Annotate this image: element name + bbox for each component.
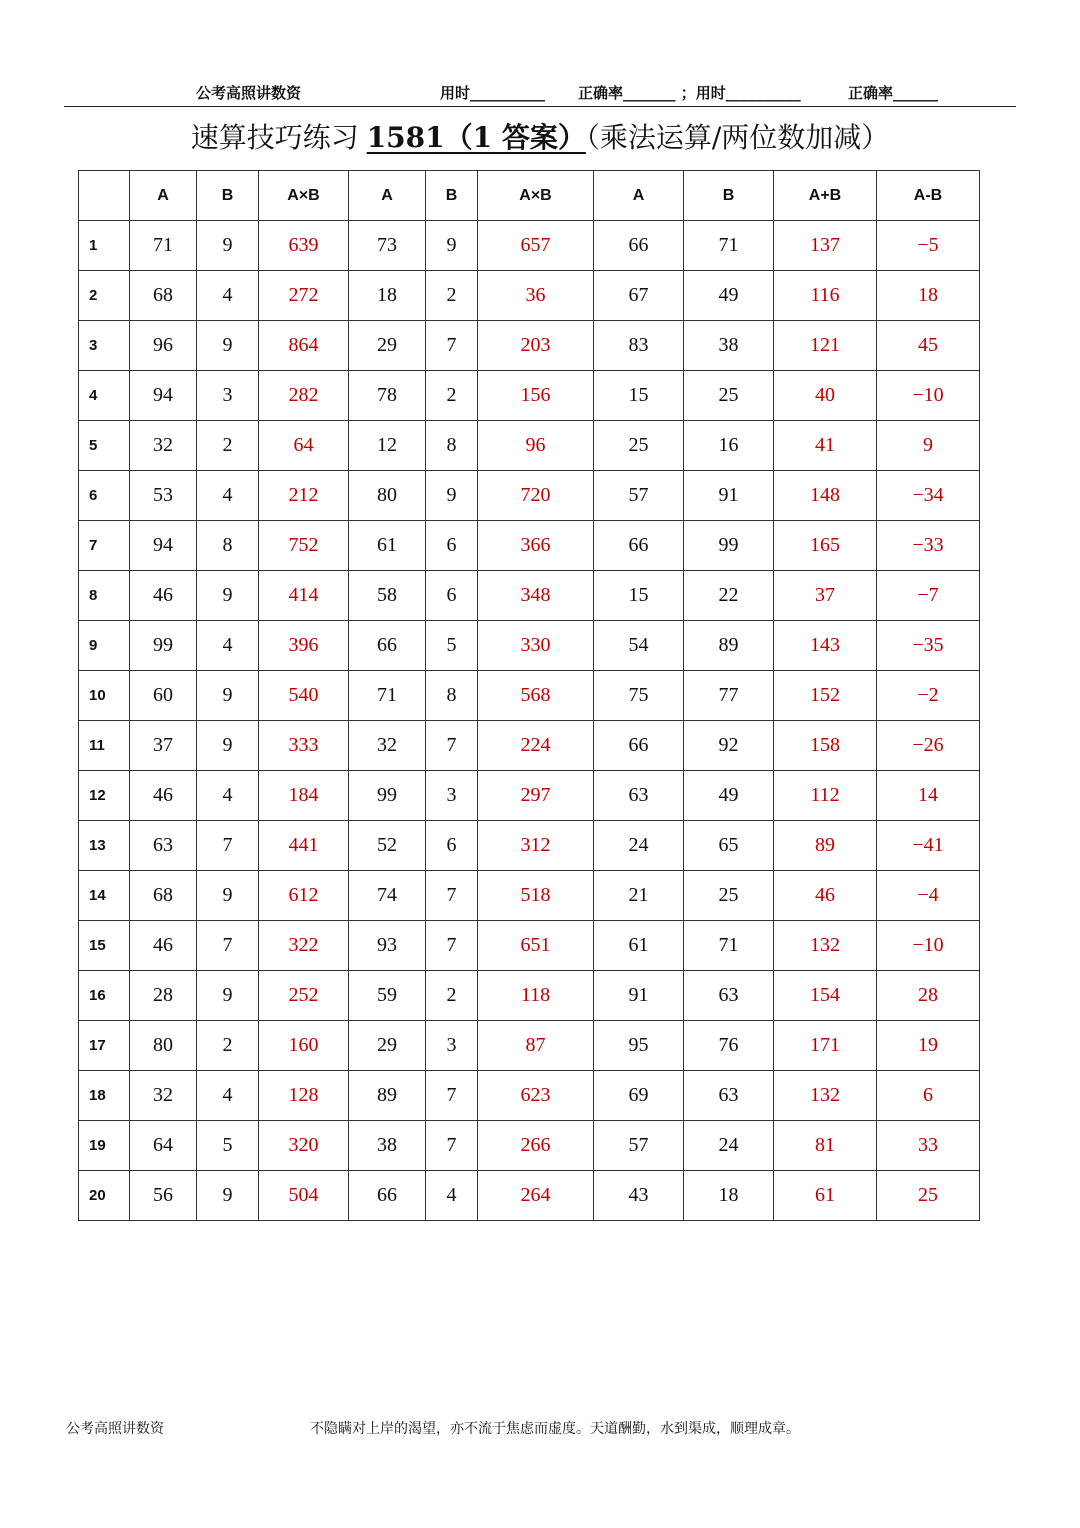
answer-cell: 366 <box>478 521 594 571</box>
operand-cell: 37 <box>130 721 197 771</box>
operand-cell: 89 <box>349 1071 426 1121</box>
operand-cell: 69 <box>594 1071 684 1121</box>
answer-cell: −4 <box>877 871 980 921</box>
table-row <box>79 721 980 771</box>
table-row <box>79 521 980 571</box>
row-number: 19 <box>79 1121 130 1171</box>
answer-cell: 156 <box>478 371 594 421</box>
operand-cell: 7 <box>426 871 478 921</box>
answer-cell: 121 <box>774 321 877 371</box>
operand-cell: 5 <box>426 621 478 671</box>
operand-cell: 66 <box>349 1171 426 1221</box>
operand-cell: 74 <box>349 871 426 921</box>
answer-cell: 297 <box>478 771 594 821</box>
answer-cell: 330 <box>478 621 594 671</box>
operand-cell: 43 <box>594 1171 684 1221</box>
answer-cell: 6 <box>877 1071 980 1121</box>
answer-cell: 36 <box>478 271 594 321</box>
operand-cell: 9 <box>197 221 259 271</box>
answer-cell: 41 <box>774 421 877 471</box>
operand-cell: 24 <box>684 1121 774 1171</box>
operand-cell: 7 <box>426 1071 478 1121</box>
table-row <box>79 371 980 421</box>
operand-cell: 8 <box>426 671 478 721</box>
row-number: 6 <box>79 471 130 521</box>
answer-cell: −10 <box>877 371 980 421</box>
answer-cell: 64 <box>259 421 349 471</box>
operand-cell: 8 <box>197 521 259 571</box>
operand-cell: 15 <box>594 371 684 421</box>
operand-cell: 25 <box>684 871 774 921</box>
answer-cell: 252 <box>259 971 349 1021</box>
operand-cell: 6 <box>426 521 478 571</box>
operand-cell: 71 <box>349 671 426 721</box>
answer-cell: 37 <box>774 571 877 621</box>
operand-cell: 29 <box>349 1021 426 1071</box>
operand-cell: 46 <box>130 571 197 621</box>
answer-cell: 184 <box>259 771 349 821</box>
operand-cell: 63 <box>684 971 774 1021</box>
operand-cell: 60 <box>130 671 197 721</box>
operand-cell: 32 <box>130 1071 197 1121</box>
table-row <box>79 1121 980 1171</box>
answer-cell: 45 <box>877 321 980 371</box>
table-row <box>79 471 980 521</box>
operand-cell: 16 <box>684 421 774 471</box>
table-row <box>79 1071 980 1121</box>
title-sub: （乘法运算/两位数加减） <box>585 121 890 154</box>
row-number: 20 <box>79 1171 130 1221</box>
operand-cell: 2 <box>426 371 478 421</box>
operand-cell: 53 <box>130 471 197 521</box>
answer-cell: 203 <box>478 321 594 371</box>
answer-cell: 81 <box>774 1121 877 1171</box>
operand-cell: 59 <box>349 971 426 1021</box>
operand-cell: 7 <box>426 321 478 371</box>
operand-cell: 66 <box>349 621 426 671</box>
row-number: 14 <box>79 871 130 921</box>
operand-cell: 63 <box>684 1071 774 1121</box>
operand-cell: 49 <box>684 271 774 321</box>
operand-cell: 66 <box>594 721 684 771</box>
column-header: A <box>349 171 426 221</box>
operand-cell: 4 <box>197 271 259 321</box>
operand-cell: 68 <box>130 271 197 321</box>
row-number: 11 <box>79 721 130 771</box>
operand-cell: 57 <box>594 1121 684 1171</box>
header-accuracy-field: 正确率______ <box>848 84 939 102</box>
column-header: A×B <box>478 171 594 221</box>
answer-cell: 212 <box>259 471 349 521</box>
operand-cell: 25 <box>594 421 684 471</box>
table-row <box>79 621 980 671</box>
header-source: 公考高照讲数资 <box>196 84 302 102</box>
answer-cell: 657 <box>478 221 594 271</box>
operand-cell: 99 <box>349 771 426 821</box>
operand-cell: 91 <box>684 471 774 521</box>
answer-cell: 160 <box>259 1021 349 1071</box>
operand-cell: 29 <box>349 321 426 371</box>
answer-cell: 18 <box>877 271 980 321</box>
operand-cell: 9 <box>197 871 259 921</box>
operand-cell: 4 <box>197 471 259 521</box>
table-row <box>79 671 980 721</box>
operand-cell: 71 <box>684 221 774 271</box>
row-number: 3 <box>79 321 130 371</box>
operand-cell: 3 <box>197 371 259 421</box>
answer-cell: 132 <box>774 921 877 971</box>
operand-cell: 4 <box>197 621 259 671</box>
answer-cell: 165 <box>774 521 877 571</box>
operand-cell: 4 <box>197 771 259 821</box>
operand-cell: 66 <box>594 221 684 271</box>
operand-cell: 58 <box>349 571 426 621</box>
operand-cell: 9 <box>197 721 259 771</box>
row-number: 1 <box>79 221 130 271</box>
answer-cell: 312 <box>478 821 594 871</box>
operand-cell: 91 <box>594 971 684 1021</box>
answer-cell: 272 <box>259 271 349 321</box>
column-header: A×B <box>259 171 349 221</box>
table-row <box>79 921 980 971</box>
operand-cell: 4 <box>197 1071 259 1121</box>
operand-cell: 21 <box>594 871 684 921</box>
answer-cell: 19 <box>877 1021 980 1071</box>
operand-cell: 71 <box>130 221 197 271</box>
operand-cell: 7 <box>197 821 259 871</box>
column-header: A <box>130 171 197 221</box>
column-header: B <box>684 171 774 221</box>
answer-cell: −34 <box>877 471 980 521</box>
operand-cell: 80 <box>130 1021 197 1071</box>
row-number: 10 <box>79 671 130 721</box>
answer-cell: 116 <box>774 271 877 321</box>
operand-cell: 68 <box>130 871 197 921</box>
operand-cell: 99 <box>130 621 197 671</box>
operand-cell: 38 <box>349 1121 426 1171</box>
operand-cell: 94 <box>130 521 197 571</box>
row-number: 8 <box>79 571 130 621</box>
table-row <box>79 871 980 921</box>
operand-cell: 2 <box>426 971 478 1021</box>
operand-cell: 24 <box>594 821 684 871</box>
answer-cell: −7 <box>877 571 980 621</box>
answer-cell: 148 <box>774 471 877 521</box>
operand-cell: 3 <box>426 1021 478 1071</box>
operand-cell: 92 <box>684 721 774 771</box>
answer-cell: 25 <box>877 1171 980 1221</box>
answer-cell: 568 <box>478 671 594 721</box>
answer-cell: 87 <box>478 1021 594 1071</box>
operand-cell: 71 <box>684 921 774 971</box>
operand-cell: 6 <box>426 571 478 621</box>
answer-cell: 118 <box>478 971 594 1021</box>
answer-cell: 282 <box>259 371 349 421</box>
column-header: A+B <box>774 171 877 221</box>
table-row <box>79 271 980 321</box>
operand-cell: 78 <box>349 371 426 421</box>
row-number: 18 <box>79 1071 130 1121</box>
answer-cell: −33 <box>877 521 980 571</box>
title-code: 1581（1 答案） <box>366 121 586 154</box>
header-accuracy-time-field: 正确率_______ ；用时__________ <box>578 84 801 102</box>
operand-cell: 8 <box>426 421 478 471</box>
row-number: 7 <box>79 521 130 571</box>
table-row <box>79 971 980 1021</box>
column-header: B <box>197 171 259 221</box>
operand-cell: 9 <box>426 221 478 271</box>
table-row <box>79 1021 980 1071</box>
header-time-field: 用时__________ <box>440 84 546 102</box>
table-row <box>79 321 980 371</box>
answer-cell: 414 <box>259 571 349 621</box>
operand-cell: 12 <box>349 421 426 471</box>
answer-cell: 132 <box>774 1071 877 1121</box>
table-row <box>79 571 980 621</box>
answer-cell: 33 <box>877 1121 980 1171</box>
column-header: B <box>426 171 478 221</box>
table-row <box>79 821 980 871</box>
operand-cell: 96 <box>130 321 197 371</box>
title-main: 速算技巧练习 <box>190 121 359 154</box>
operand-cell: 6 <box>426 821 478 871</box>
operand-cell: 28 <box>130 971 197 1021</box>
answer-cell: 441 <box>259 821 349 871</box>
answer-cell: 143 <box>774 621 877 671</box>
operand-cell: 64 <box>130 1121 197 1171</box>
column-header: A-B <box>877 171 980 221</box>
operand-cell: 2 <box>197 421 259 471</box>
answer-cell: 264 <box>478 1171 594 1221</box>
answer-cell: 322 <box>259 921 349 971</box>
operand-cell: 9 <box>197 571 259 621</box>
answer-cell: 28 <box>877 971 980 1021</box>
answer-cell: 518 <box>478 871 594 921</box>
operand-cell: 9 <box>426 471 478 521</box>
answer-cell: 9 <box>877 421 980 471</box>
answer-cell: 540 <box>259 671 349 721</box>
answer-cell: 112 <box>774 771 877 821</box>
answer-cell: 158 <box>774 721 877 771</box>
answer-cell: 623 <box>478 1071 594 1121</box>
operand-cell: 67 <box>594 271 684 321</box>
table-row <box>79 771 980 821</box>
operand-cell: 18 <box>349 271 426 321</box>
answer-cell: 152 <box>774 671 877 721</box>
operand-cell: 9 <box>197 321 259 371</box>
column-header <box>79 171 130 221</box>
operand-cell: 49 <box>684 771 774 821</box>
answer-cell: 266 <box>478 1121 594 1171</box>
operand-cell: 75 <box>594 671 684 721</box>
row-number: 16 <box>79 971 130 1021</box>
operand-cell: 93 <box>349 921 426 971</box>
row-number: 13 <box>79 821 130 871</box>
answer-cell: 864 <box>259 321 349 371</box>
page-header <box>64 78 1016 107</box>
answer-cell: −26 <box>877 721 980 771</box>
footer-motto: 不隐瞒对上岸的渴望，亦不流于焦虑而虚度。天道酬勤，水到渠成，顺理成章。 <box>310 1421 800 1437</box>
answer-cell: 137 <box>774 221 877 271</box>
operand-cell: 77 <box>684 671 774 721</box>
operand-cell: 7 <box>426 1121 478 1171</box>
answer-cell: 61 <box>774 1171 877 1221</box>
operand-cell: 95 <box>594 1021 684 1071</box>
operand-cell: 9 <box>197 971 259 1021</box>
operand-cell: 66 <box>594 521 684 571</box>
operand-cell: 9 <box>197 671 259 721</box>
answer-cell: −10 <box>877 921 980 971</box>
operand-cell: 38 <box>684 321 774 371</box>
row-number: 15 <box>79 921 130 971</box>
operand-cell: 22 <box>684 571 774 621</box>
answer-cell: −35 <box>877 621 980 671</box>
operand-cell: 54 <box>594 621 684 671</box>
answer-cell: 396 <box>259 621 349 671</box>
answer-cell: 639 <box>259 221 349 271</box>
table-row <box>79 221 980 271</box>
operand-cell: 52 <box>349 821 426 871</box>
answer-cell: 14 <box>877 771 980 821</box>
answer-cell: 320 <box>259 1121 349 1171</box>
answer-cell: 40 <box>774 371 877 421</box>
row-number: 4 <box>79 371 130 421</box>
operand-cell: 2 <box>197 1021 259 1071</box>
answer-cell: 96 <box>478 421 594 471</box>
operand-cell: 5 <box>197 1121 259 1171</box>
answer-cell: −5 <box>877 221 980 271</box>
operand-cell: 25 <box>684 371 774 421</box>
answer-cell: 612 <box>259 871 349 921</box>
answer-cell: 154 <box>774 971 877 1021</box>
answer-cell: 128 <box>259 1071 349 1121</box>
operand-cell: 56 <box>130 1171 197 1221</box>
operand-cell: 94 <box>130 371 197 421</box>
operand-cell: 65 <box>684 821 774 871</box>
operand-cell: 9 <box>197 1171 259 1221</box>
operand-cell: 89 <box>684 621 774 671</box>
operand-cell: 46 <box>130 921 197 971</box>
answer-cell: 89 <box>774 821 877 871</box>
operand-cell: 76 <box>684 1021 774 1071</box>
page-title <box>0 116 1080 156</box>
operand-cell: 32 <box>130 421 197 471</box>
footer-source: 公考高照讲数资 <box>66 1421 164 1437</box>
row-number: 17 <box>79 1021 130 1071</box>
row-number: 12 <box>79 771 130 821</box>
operand-cell: 7 <box>426 921 478 971</box>
operand-cell: 63 <box>130 821 197 871</box>
exercise-table <box>78 170 980 1221</box>
operand-cell: 63 <box>594 771 684 821</box>
operand-cell: 99 <box>684 521 774 571</box>
answer-cell: 46 <box>774 871 877 921</box>
operand-cell: 4 <box>426 1171 478 1221</box>
row-number: 2 <box>79 271 130 321</box>
answer-cell: 504 <box>259 1171 349 1221</box>
operand-cell: 32 <box>349 721 426 771</box>
table-row <box>79 421 980 471</box>
answer-cell: 720 <box>478 471 594 521</box>
operand-cell: 3 <box>426 771 478 821</box>
table-header-row <box>79 171 980 221</box>
operand-cell: 61 <box>349 521 426 571</box>
operand-cell: 57 <box>594 471 684 521</box>
answer-cell: −41 <box>877 821 980 871</box>
answer-cell: 333 <box>259 721 349 771</box>
answer-cell: 651 <box>478 921 594 971</box>
column-header: A <box>594 171 684 221</box>
row-number: 5 <box>79 421 130 471</box>
operand-cell: 46 <box>130 771 197 821</box>
answer-cell: 171 <box>774 1021 877 1071</box>
operand-cell: 80 <box>349 471 426 521</box>
operand-cell: 15 <box>594 571 684 621</box>
row-number: 9 <box>79 621 130 671</box>
operand-cell: 18 <box>684 1171 774 1221</box>
operand-cell: 7 <box>426 721 478 771</box>
answer-cell: 348 <box>478 571 594 621</box>
operand-cell: 7 <box>197 921 259 971</box>
operand-cell: 73 <box>349 221 426 271</box>
operand-cell: 83 <box>594 321 684 371</box>
answer-cell: 224 <box>478 721 594 771</box>
operand-cell: 61 <box>594 921 684 971</box>
answer-cell: −2 <box>877 671 980 721</box>
answer-cell: 752 <box>259 521 349 571</box>
table-row <box>79 1171 980 1221</box>
operand-cell: 2 <box>426 271 478 321</box>
